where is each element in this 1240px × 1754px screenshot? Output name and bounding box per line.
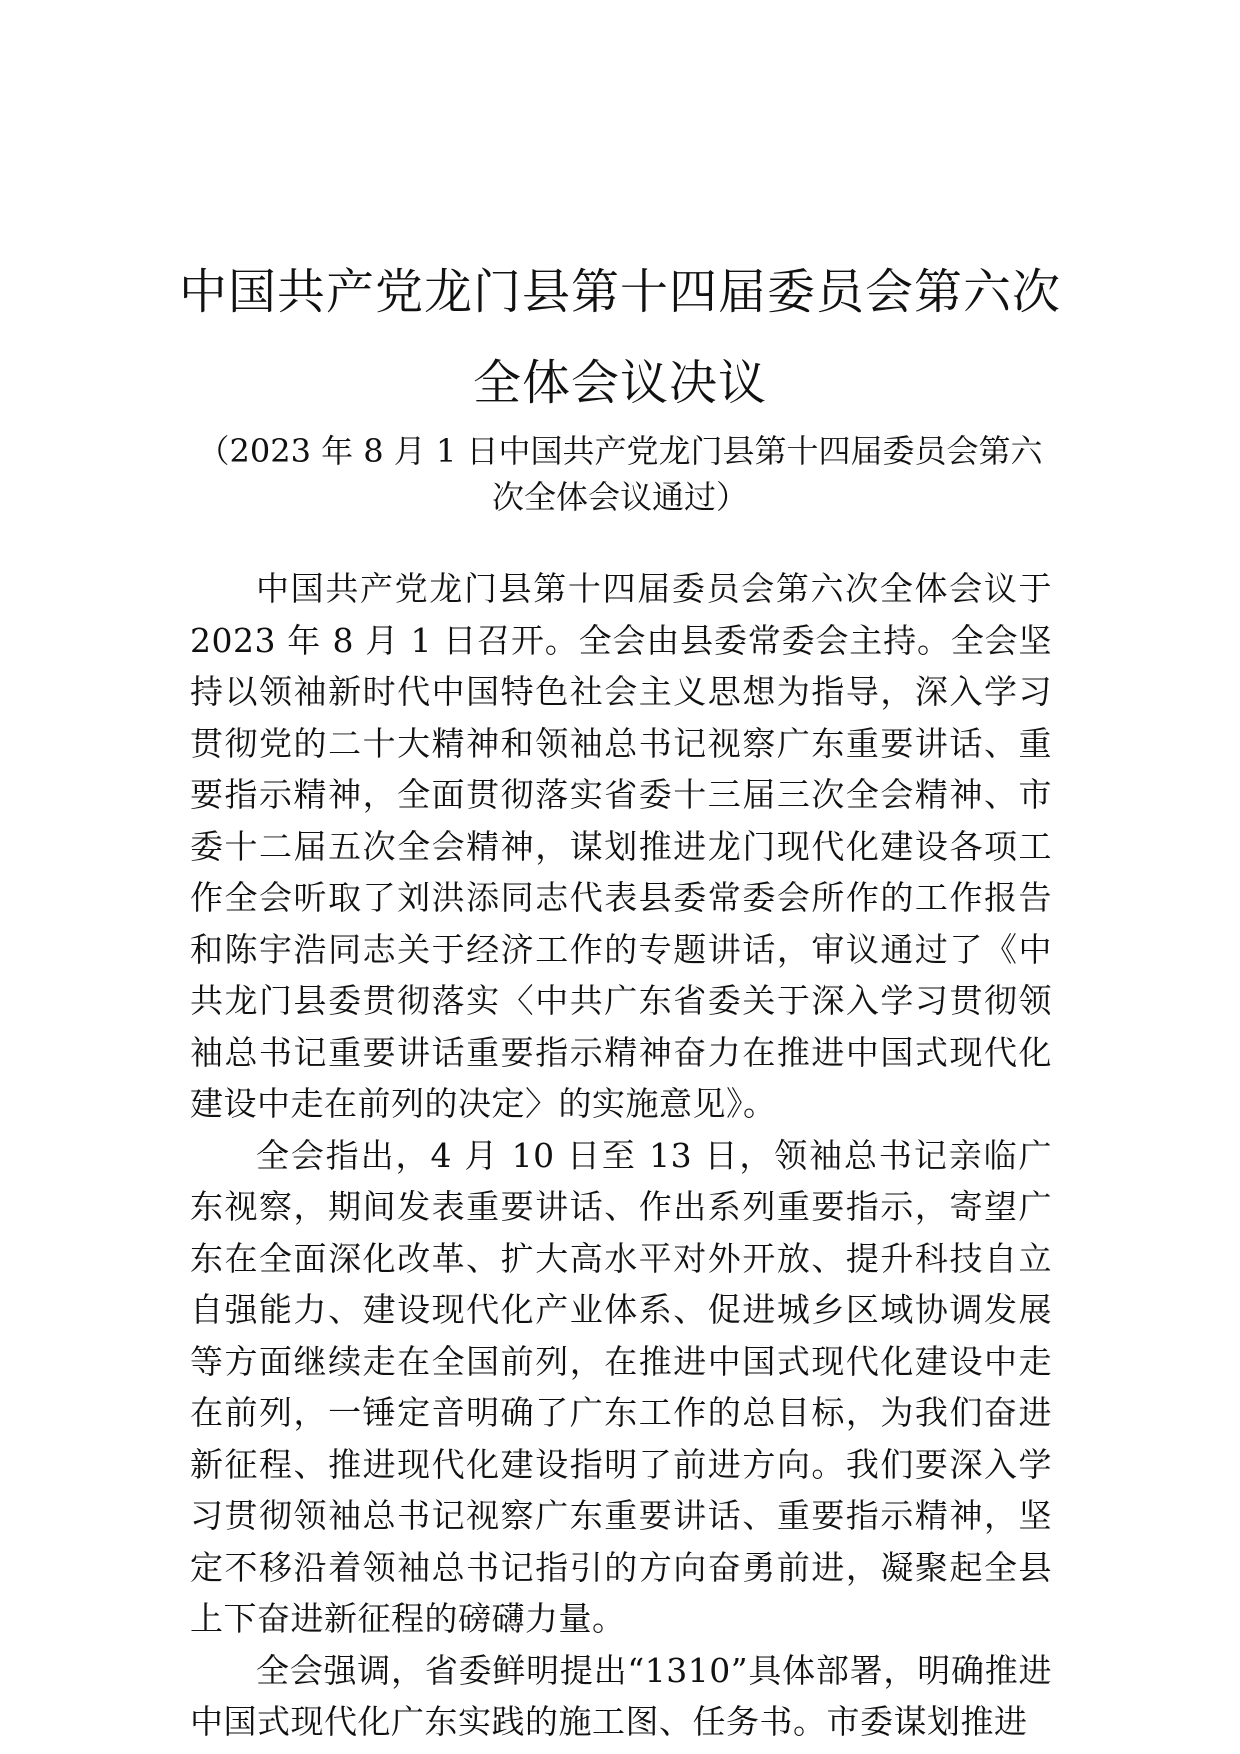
document-subtitle-line-1: （2023 年 8 月 1 日中国共产党龙门县第十四届委员会第六 [197, 432, 1043, 470]
document-title-line-2: 全体会议决议 [472, 355, 767, 411]
document-subtitle-line-2: 次全体会议通过） [491, 478, 748, 516]
document-body [190, 563, 1052, 1748]
document-title-line-1: 中国共产党龙门县第十四届委员会第六次 [178, 264, 1061, 320]
body-paragraph-1: 中国共产党龙门县第十四届委员会第六次全体会议于 2023 年 8 月 1 日召开。全会由县委常委会主持。全会坚持以领袖新时代中国特色社会主义思想为指导，深入学习贯彻党的二十大精神和领袖总书记视察广东重要讲话、重要指示精神，全面贯彻落实省委十三届三次全会精神、市委十二届五次全会精神，谋划推进龙门现代化建设各项工作全会听取了刘洪添同志代表县委常委会所作的工作报告和陈宇浩同志关于经济工作的专题讲话，审议通过了《中共龙门县委贯彻落实〈中共广东省委关于深入学习贯彻领袖总书记重要讲话重要指示精神奋力在推进中国式现代化建设中走在前列的决定〉的实施意见》。 [190, 569, 1052, 1123]
body-paragraph-3: 全会强调，省委鲜明提出“1310”具体部署，明确推进中国式现代化广东实践的施工图、任务书。市委谋划推进 [190, 1650, 1052, 1741]
body-paragraph-2: 全会指出，4 月 10 日至 13 日，领袖总书记亲临广东视察，期间发表重要讲话、作出系列重要指示，寄望广东在全面深化改革、扩大高水平对外开放、提升科技自立自强能力、建设现代化产业体系、促进城乡区域协调发展等方面继续走在全国前列，在推进中国式现代化建设中走在前列，一锤定音明确了广东工作的总目标，为我们奋进新征程、推进现代化建设指明了前进方向。我们要深入学习贯彻领袖总书记视察广东重要讲话、重要指示精神，坚定不移沿着领袖总书记指引的方向奋勇前进，凝聚起全县上下奋进新征程的磅礴力量。 [190, 1135, 1052, 1638]
